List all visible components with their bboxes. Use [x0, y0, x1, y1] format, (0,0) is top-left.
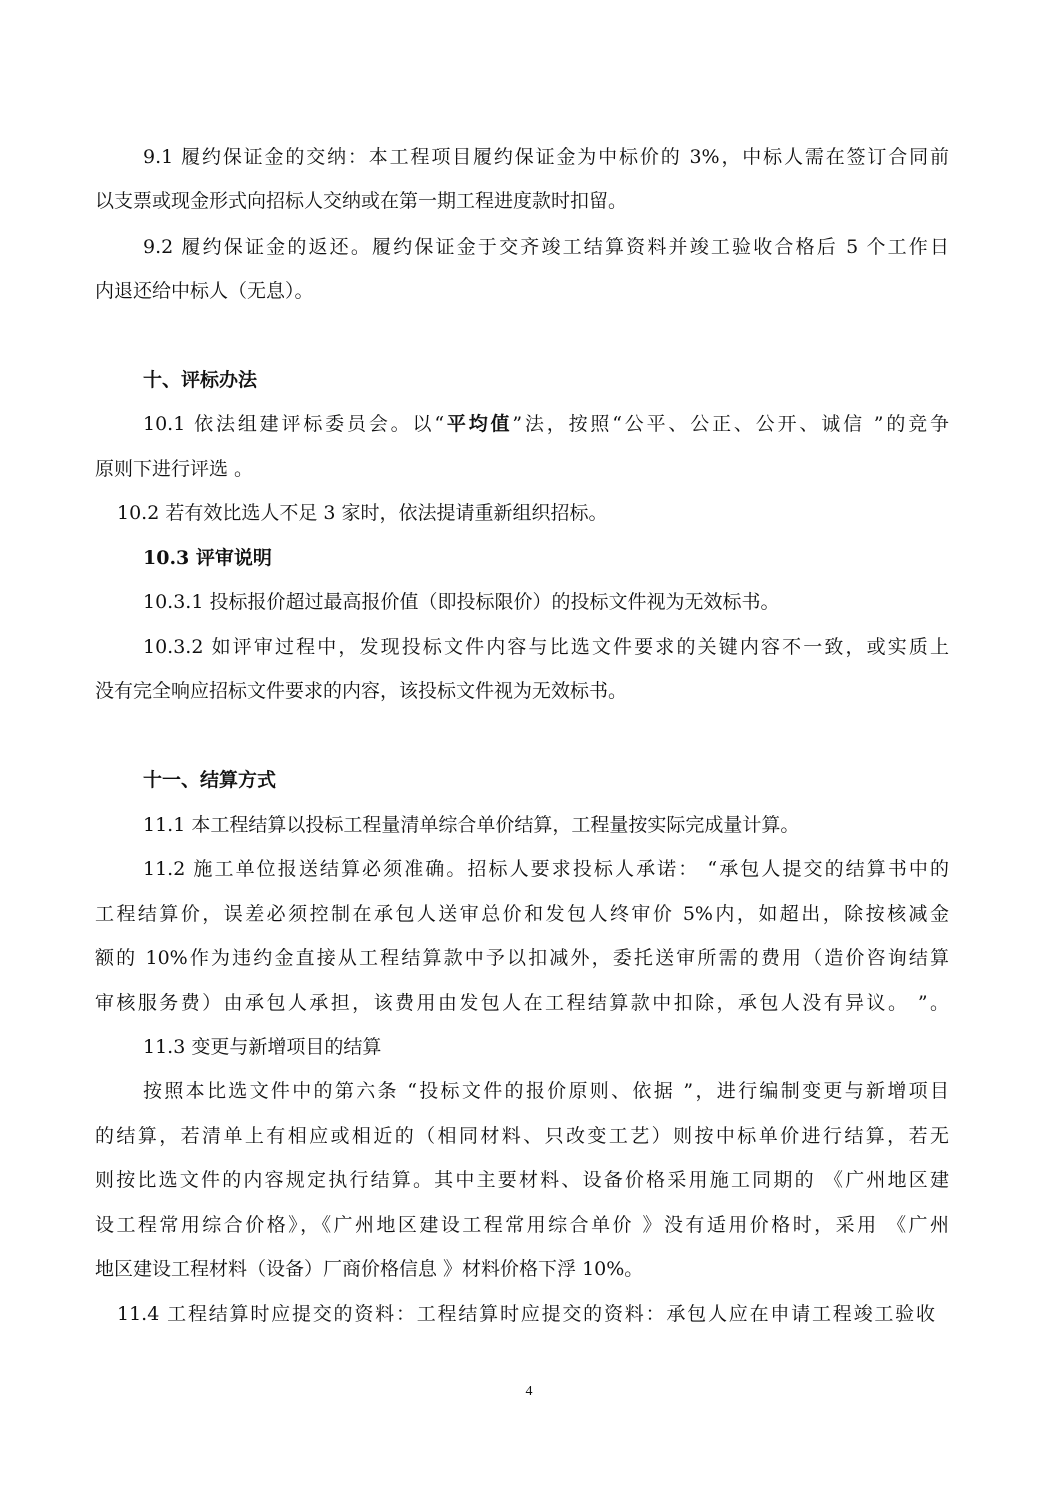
clause-10-1-emphasis: 平均值 [444, 413, 513, 435]
clause-10-1-text-b: ”法，按照“公平、公正、公开、诚信 ”的竞争 [512, 413, 949, 435]
clause-9-1-line-1: 9.1 履约保证金的交纳：本工程项目履约保证金为中标价的 3%，中标人需在签订合同前 [143, 146, 949, 168]
clause-11-2-line-3: 额的 10%作为违约金直接从工程结算款中予以扣减外，委托送审所需的费用（造价咨询结算 [95, 947, 949, 969]
clause-10-3-1: 10.3.1 投标报价超过最高报价值（即投标限价）的投标文件视为无效标书。 [143, 591, 780, 613]
clause-10-1-line-2: 原则下进行评选 。 [95, 458, 254, 480]
clause-11-2-line-2: 工程结算价，误差必须控制在承包人送审总价和发包人终审价 5%内，如超出，除按核减金 [95, 903, 949, 925]
clause-11-3-heading: 11.3 变更与新增项目的结算 [143, 1036, 382, 1058]
clause-11-4-line-1: 11.4 工程结算时应提交的资料：工程结算时应提交的资料：承包人应在申请工程竣工验收 [117, 1303, 935, 1325]
clause-9-2-line-2: 内退还给中标人（无息）。 [95, 280, 314, 302]
clause-10-1-line-1 [143, 410, 949, 438]
clause-11-3-line-3: 则按比选文件的内容规定执行结算。其中主要材料、设备价格采用施工同期的 《广州地区建 [95, 1169, 949, 1191]
clause-11-3-line-1: 按照本比选文件中的第六条 “投标文件的报价原则、依据 ”，进行编制变更与新增项目 [143, 1080, 949, 1102]
clause-10-2: 10.2 若有效比选人不足 3 家时，依法提请重新组织招标。 [117, 502, 608, 524]
clause-11-3-line-4: 设工程常用综合价格》，《广州地区建设工程常用综合单价 》没有适用价格时，采用 《广州 [95, 1214, 949, 1236]
clause-11-3-line-2: 的结算，若清单上有相应或相近的（相同材料、只改变工艺）则按中标单价进行结算，若无 [95, 1125, 949, 1147]
clause-11-1: 11.1 本工程结算以投标工程量清单综合单价结算，工程量按实际完成量计算。 [143, 814, 800, 836]
clause-9-2-line-1: 9.2 履约保证金的返还。履约保证金于交齐竣工结算资料并竣工验收合格后 5 个工作日 [143, 236, 949, 258]
clause-10-3-heading: 10.3 评审说明 [143, 547, 272, 569]
clause-11-2-line-1: 11.2 施工单位报送结算必须准确。招标人要求投标人承诺： “承包人提交的结算书中的 [143, 858, 949, 880]
clause-10-3-2-line-2: 没有完全响应招标文件要求的内容，该投标文件视为无效标书。 [95, 680, 628, 702]
clause-9-1-line-2: 以支票或现金形式向招标人交纳或在第一期工程进度款时扣留。 [95, 190, 628, 212]
clause-10-3-2-line-1: 10.3.2 如评审过程中，发现投标文件内容与比选文件要求的关键内容不一致，或实质上 [143, 636, 949, 658]
clause-11-3-line-5: 地区建设工程材料（设备）厂商价格信息 》材料价格下浮 10%。 [95, 1258, 644, 1280]
section-10-heading: 十、评标办法 [143, 369, 258, 391]
clause-10-1-text-a: 10.1 依法组建评标委员会。以“ [143, 413, 445, 435]
page-number: 4 [525, 1384, 533, 1399]
clause-11-2-line-4: 审核服务费）由承包人承担，该费用由发包人在工程结算款中扣除，承包人没有异议。 ”。 [95, 992, 949, 1014]
section-11-heading: 十一、结算方式 [143, 769, 277, 791]
